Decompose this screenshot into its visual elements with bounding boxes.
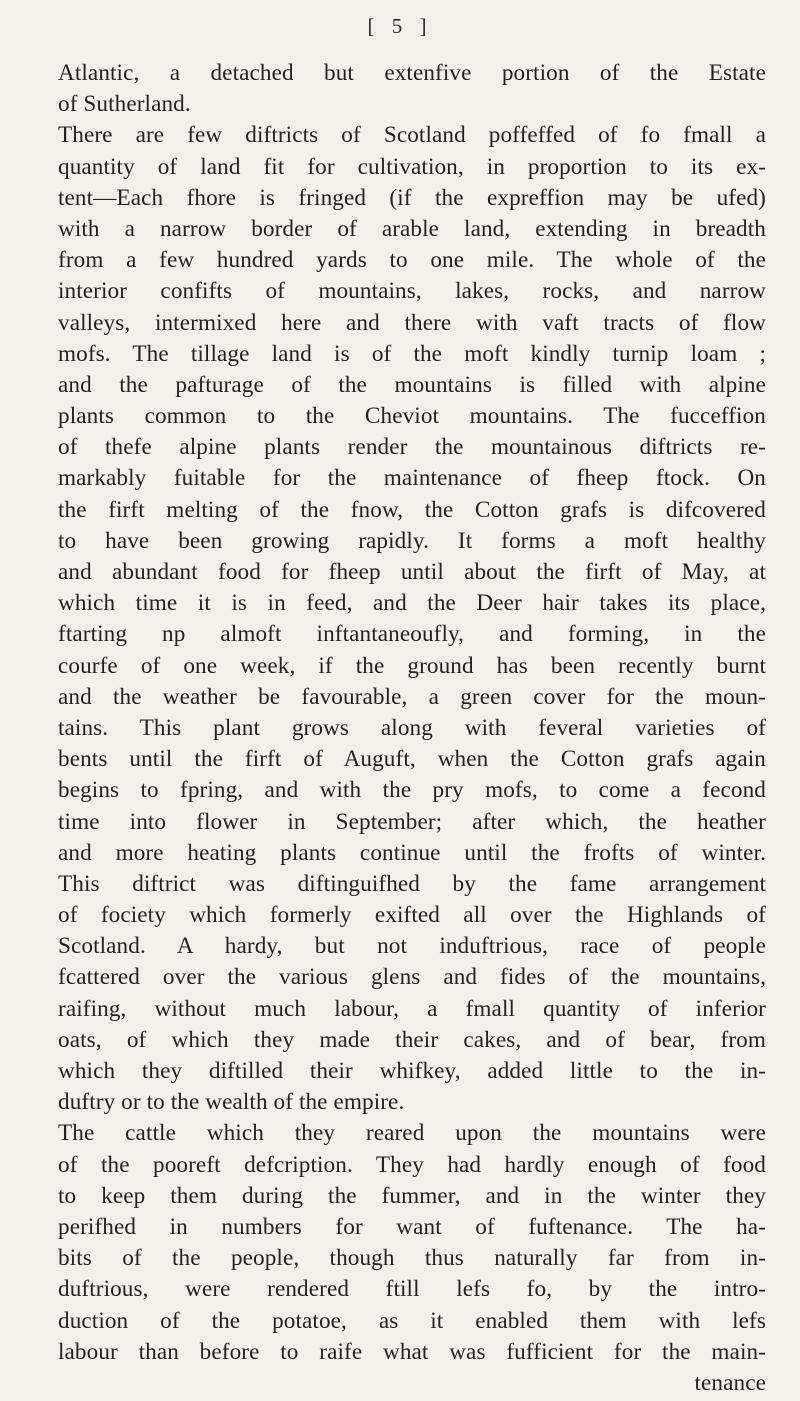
text-line: duction of the potatoe, as it enabled them with lefs — [58, 1307, 766, 1334]
catchword: tenance — [694, 1369, 766, 1396]
text-line: duftry or to the wealth of the empire. — [58, 1089, 405, 1116]
text-line: plants common to the Cheviot mountains. The fucceffion — [58, 403, 766, 430]
text-line: perifhed in numbers for want of fuftenance. The ha- — [58, 1213, 766, 1240]
text-line: valleys, intermixed here and there with vaft tracts of flow — [58, 309, 766, 336]
text-line: and the weather be favourable, a green cover for the moun- — [58, 683, 766, 710]
text-line: mofs. The tillage land is of the moft kindly turnip loam ; — [58, 340, 766, 367]
text-line: tent—Each fhore is fringed (if the expreffion may be ufed) — [58, 184, 766, 211]
text-line: courfe of one week, if the ground has been recently burnt — [58, 652, 766, 679]
text-line: ftarting np almoft inftantaneoufly, and forming, in the — [58, 621, 766, 648]
text-line: interior confifts of mountains, lakes, rocks, and narrow — [58, 278, 766, 305]
text-line: Atlantic, a detached but extenfive portion of the Estate — [58, 60, 766, 86]
text-line: The cattle which they reared upon the mountains were — [58, 1120, 766, 1147]
text-line: from a few hundred yards to one mile. The whole of the — [58, 247, 766, 274]
text-line: and abundant food for fheep until about the firft of May, at — [58, 559, 766, 585]
text-line: bents until the firft of Auguft, when the Cotton grafs again — [58, 746, 766, 773]
text-line: to keep them during the fummer, and in the winter they — [58, 1182, 766, 1209]
page-number: [ 5 ] — [367, 14, 433, 38]
text-line: of the pooreft defcription. They had hardly enough of food — [58, 1151, 766, 1178]
text-line: bits of the people, though thus naturally far from in- — [58, 1245, 766, 1272]
text-line: markably fuitable for the maintenance of fheep ftock. On — [58, 465, 766, 492]
text-line: of fociety which formerly exifted all over the Highlands of — [58, 902, 766, 929]
text-line: to have been growing rapidly. It forms a moft healthy — [58, 527, 766, 554]
text-line: duftrious, were rendered ftill lefs fo, by the intro- — [58, 1276, 766, 1303]
text-line: begins to fpring, and with the pry mofs, to come a fecond — [58, 777, 766, 804]
text-line: This diftrict was diftinguifhed by the fame arrangement — [58, 870, 766, 897]
text-line: which time it is in feed, and the Deer hair takes its place, — [58, 590, 766, 617]
text-line: of thefe alpine plants render the mountainous diftricts re- — [58, 434, 766, 461]
text-line: and the pafturage of the mountains is filled with alpine — [58, 371, 766, 398]
text-line: and more heating plants continue until the frofts of winter. — [58, 839, 766, 866]
text-line: Scotland. A hardy, but not induftrious, race of people — [58, 933, 766, 960]
body-text — [58, 58, 766, 1399]
text-line: tains. This plant grows along with feveral varieties of — [58, 714, 766, 741]
text-line: time into flower in September; after which, the heather — [58, 808, 766, 835]
text-line: There are few diftricts of Scotland poffeffed of fo fmall a — [58, 122, 766, 149]
text-line: oats, of which they made their cakes, and of bear, from — [58, 1026, 766, 1053]
text-line: of Sutherland. — [58, 91, 191, 118]
text-line: with a narrow border of arable land, extending in breadth — [58, 215, 766, 242]
text-line: the firft melting of the fnow, the Cotton grafs is difcovered — [58, 496, 766, 523]
text-line: fcattered over the various glens and fides of the mountains, — [58, 964, 766, 991]
text-line: labour than before to raife what was fufficient for the main- — [58, 1338, 766, 1365]
text-line: raifing, without much labour, a fmall quantity of inferior — [58, 995, 766, 1022]
text-line: quantity of land fit for cultivation, in proportion to its ex- — [58, 153, 766, 180]
text-line: which they diftilled their whifkey, added little to the in- — [58, 1058, 766, 1084]
